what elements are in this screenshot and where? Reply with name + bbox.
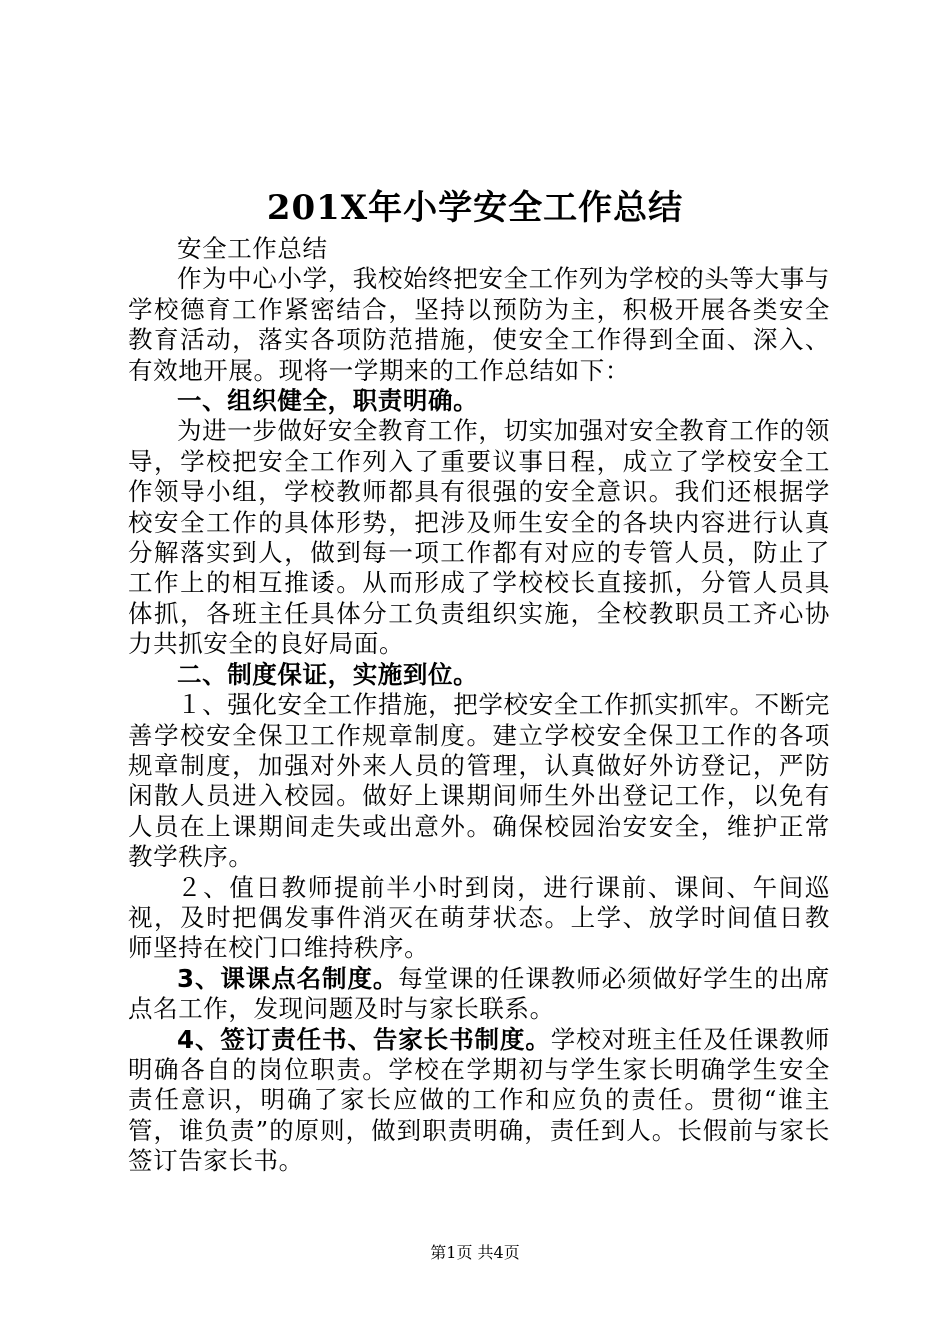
section-2-item-4 (128, 1025, 830, 1177)
intro-paragraph: 作为中心小学，我校始终把安全工作列为学校的头等大事与学校德育工作紧密结合，坚持以预防为主，积极开展各类安全教育活动，落实各项防范措施，使安全工作得到全面、深入、有效地开展。现将一学期来的工作总结如下： (128, 264, 830, 385)
page-footer: 第1页 共4页 (430, 1243, 520, 1262)
section-2-item-2: ２、值日教师提前半小时到岗，进行课前、课间、午间巡视，及时把偶发事件消灭在萌芽状态。上学、放学时间值日教师坚持在校门口维持秩序。 (128, 872, 830, 963)
section-2-item-1: １、强化安全工作措施，把学校安全工作抓实抓牢。不断完善学校安全保卫工作规章制度。建立学校安全保卫工作的各项规章制度，加强对外来人员的管理，认真做好外访登记，严防闲散人员进入校园。做好上课期间师生外出登记工作，以免有人员在上课期间走失或出意外。确保校园治安安全，维护正常教学秩序。 (128, 690, 830, 872)
item-3-lead: 3、课课点名制度。 (177, 963, 399, 993)
document-body (128, 234, 830, 1177)
item-4-lead: 4、签订责任书、告家长书制度。 (177, 1024, 551, 1054)
document-title: 201X年小学安全工作总结 (266, 188, 684, 228)
item-3-text: 每堂课的任课教师必须做好学生的出席点名工作，发现问题及时与家长联系。 (128, 963, 830, 1024)
section-2-heading: 二、制度保证，实施到位。 (177, 659, 479, 689)
section-1-paragraph: 为进一步做好安全教育工作，切实加强对安全教育工作的领导，学校把安全工作列入了重要议事日程，成立了学校安全工作领导小组，学校教师都具有很强的安全意识。我们还根据学校安全工作的具体形势，把涉及师生安全的各块内容进行认真分解落实到人，做到每一项工作都有对应的专管人员，防止了工作上的相互推诿。从而形成了学校校长直接抓，分管人员具体抓，各班主任具体分工负责组织实施，全校教职员工齐心协力共抓安全的良好局面。 (128, 416, 830, 659)
document-subtitle: 安全工作总结 (177, 234, 328, 263)
section-1-heading: 一、组织健全，职责明确。 (177, 386, 479, 416)
section-2-item-3 (128, 964, 830, 1025)
item-4-text: 学校对班主任及任课教师明确各自的岗位职责。学校在学期初与学生家长明确学生安全责任意识，明确了家长应做的工作和应负的责任。贯彻“谁主管，谁负责”的原则，做到职责明确，责任到人。长假前与家长签订告家长书。 (128, 1024, 831, 1176)
